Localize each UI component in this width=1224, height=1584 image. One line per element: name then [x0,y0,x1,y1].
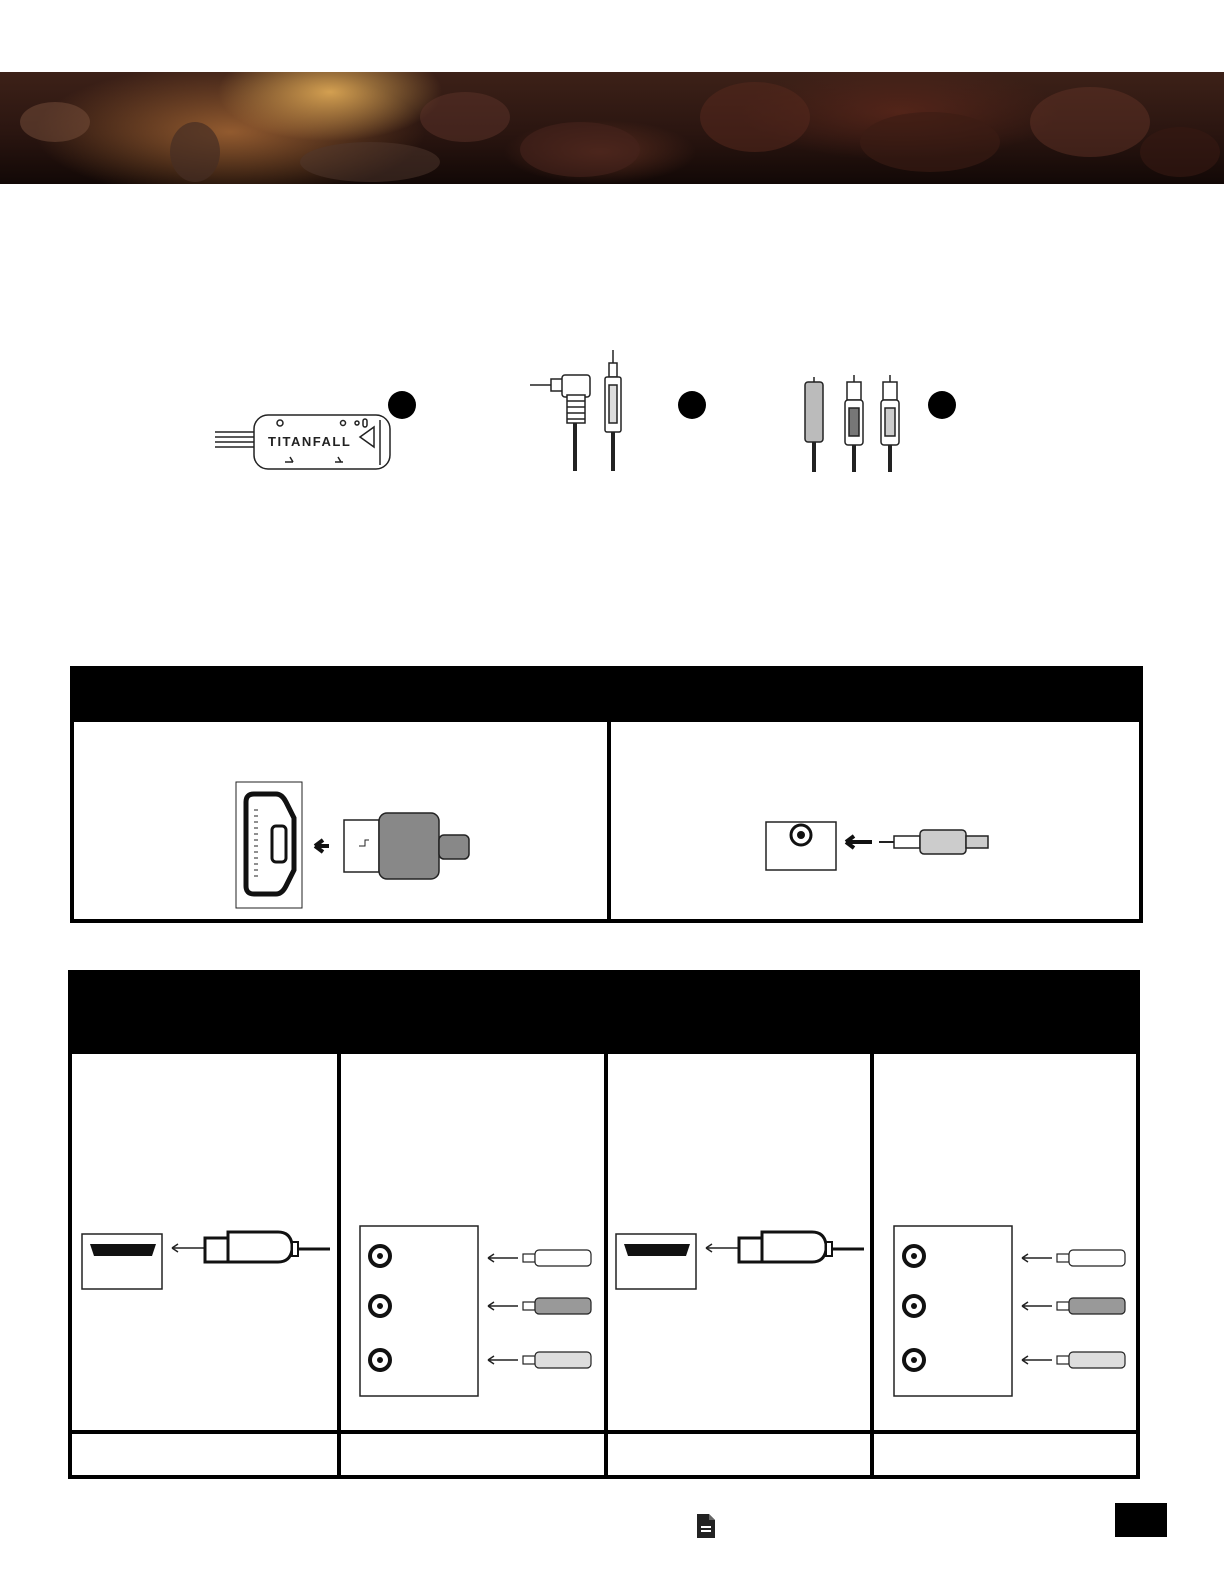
connection-panel-video [68,970,1140,1479]
hdmi-diagram [614,1224,869,1294]
usb-amplifier-illustration [210,385,410,480]
document-icon [694,1512,718,1542]
titanfall-logo: TITANFALL [268,434,352,449]
component-badge-1 [388,391,416,419]
hdmi-diagram [80,1224,335,1294]
rca-diagram [892,1224,1137,1399]
connection-panel-controller [70,666,1143,923]
rca-diagram [358,1224,603,1399]
component-badge-2 [678,391,706,419]
controller-port-diagram [234,780,474,910]
header-banner [0,72,1224,184]
rca-cable-illustration [795,372,915,477]
headphone-jack-diagram [764,818,1004,874]
component-badge-3 [928,391,956,419]
page-number-box [1115,1503,1167,1537]
panel-header [72,974,1136,1054]
panel-header [74,670,1139,722]
audio-cables-illustration [525,345,645,475]
